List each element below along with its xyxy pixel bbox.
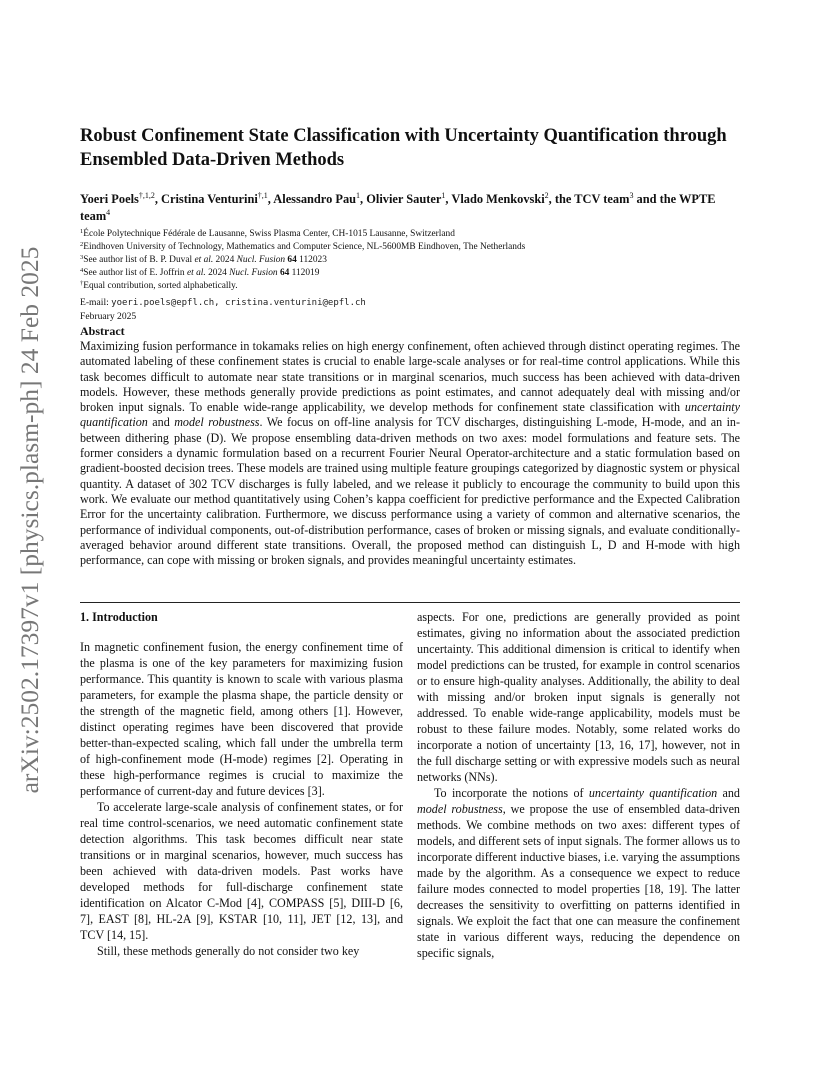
paper-title: Robust Confinement State Classification with Uncertainty Quantification through Ensembled Data-Driven Methods	[80, 126, 727, 170]
affiliation-list	[80, 228, 740, 293]
affiliation-line: †Equal contribution, sorted alphabetically.	[80, 280, 238, 291]
affiliation-line: $^3$See author list of B. P. Duval et al. 2024 Nucl. Fusion 64 112023	[80, 254, 327, 265]
abstract-heading: Abstract	[80, 324, 125, 338]
body-paragraph: aspects. For one, predictions are generally provided as point estimates, giving no information about the associated prediction uncertainty. This additional dimension is critical to identify when model predictions can be trusted, for example in control scenarios or to ensure high-quality analyses. Additionally, the ability to deal with missing and/or broken input signals is generally not addressed. To enable wide-range applicability, models must be robust to these failure modes. Notably, some related works do incorporate a notion of uncertainty [13, 16, 17], however, not in the full discharge setting or with expressive models such as neural networks (NNs).	[417, 610, 740, 784]
body-paragraph: To accelerate large-scale analysis of confinement states, or for real time control-scenarios, we need automatic confinement state detection algorithms. This task becomes difficult near state transitions or in marginal scenarios, however, much success has been achieved with data-driven models. Past works have developed methods for full-discharge confinement state identification on Alcator C-Mod [4], COMPASS [5], DIII-D [6, 7], EAST [8], HL-2A [9], KSTAR [10, 11], JET [12, 13], and TCV [14, 15].	[80, 800, 403, 942]
affiliation-line: $^2$Eindhoven University of Technology, Mathematics and Computer Science, NL-5600MB Eindhoven, The Netherlands	[80, 241, 526, 252]
affiliation-line: $^4$See author list of E. Joffrin et al. 2024 Nucl. Fusion 64 112019	[80, 267, 320, 278]
author-name: Alessandro Pau	[273, 192, 357, 206]
email-addresses[interactable]: yoeri.poels@epfl.ch, cristina.venturini@epfl.ch	[111, 298, 366, 308]
author-name: WPTE team	[80, 192, 716, 223]
right-column	[417, 609, 740, 961]
paper-date: February 2025	[80, 311, 137, 322]
author-affil-marker: 3	[629, 191, 634, 200]
arxiv-identifier-stamp	[0, 200, 60, 840]
affiliation-line: $^1$École Polytechnique Fédérale de Lausanne, Swiss Plasma Center, CH-1015 Lausanne, Switzerland	[80, 228, 455, 239]
arxiv-identifier-text: arXiv:2502.17397v1 [physics.plasm-ph] 24 Feb 2025	[15, 246, 44, 794]
author-name: Yoeri Poels	[80, 192, 139, 206]
author-name: Cristina Venturini	[161, 192, 258, 206]
author-name: Olivier Sauter	[366, 192, 442, 206]
body-paragraph: In magnetic confinement fusion, the energy confinement time of the plasma is one of the key parameters for maximizing fusion performance. This quantity is known to scale with various plasma parameters, for example the plasma shape, the particle density or the strength of the magnetic field, among others [1]. However, distinct operating regimes have been discovered that provide better-than-expected scaling, which fall under the umbrella term of high-confinement mode (H-mode) regimes [2]. Operating in these high-performance regimes is crucial to maximize the performance of current-day and future devices [3].	[80, 640, 403, 798]
author-name: the TCV team	[554, 192, 630, 206]
left-column	[80, 609, 403, 959]
author-affil-marker: 1	[356, 191, 361, 200]
section-heading: 1. Introduction	[80, 610, 158, 624]
author-affil-marker: †,1	[257, 191, 268, 200]
body-paragraph: Still, these methods generally do not consider two key	[97, 944, 360, 958]
abstract-body: Maximizing fusion performance in tokamaks relies on high energy confinement, often achieved through distinct operating regimes. The automated labeling of these confinement states is crucial to enable large-scale analyses or for real-time control applications. While this task becomes difficult to automate near state transitions or in marginal scenarios, much success has been achieved with data-driven models. However, these methods generally provide predictions as point estimates, and cannot adequately deal with missing and/or broken input signals. To enable wide-range applicability, we develop methods for confinement state classification with uncertainty quantification and model robustness. We focus on off-line analysis for TCV discharges, distinguishing L-mode, H-mode, and an in-between dithering phase (D). We propose ensembling data-driven methods on two axes: model formulations and feature sets. The former considers a dynamic formulation based on a recurrent Fourier Neural Operator-architecture and a static formulation based on gradient-boosted decision trees. These models are trained using multiple feature groupings categorized by diagnostic system or physical quantity. A dataset of 302 TCV discharges is fully labeled, and we release it publicly to encourage the community to build upon this work. We evaluate our method quantitatively using Cohen’s kappa coefficient for predictive performance and the Expected Calibration Error for the uncertainty calibration. Furthermore, we discuss performance using a variety of common and alternative scenarios, the performance of individual components, out-of-distribution performance, cases of broken or missing signals, and evaluate conditionally-averaged behavior around different state transitions. Overall, the proposed method can distinguish L, D and H-mode with high performance, can cope with missing or broken signals, and provides meaningful uncertainty estimates.	[80, 339, 741, 568]
section-divider	[80, 602, 740, 603]
author-affil-marker: 1	[441, 191, 446, 200]
author-affil-marker: 2	[544, 191, 549, 200]
email-line: E-mail: yoeri.poels@epfl.ch, cristina.venturini@epfl.ch	[80, 297, 366, 308]
body-paragraph: To incorporate the notions of uncertainty quantification and model robustness, we propose the use of ensembled data-driven methods. We combine methods on two axes: different types of models, and different sets of input signals. The former allows us to incorporate different inductive biases, i.e. varying the assumptions made by the algorithm. As a consequence we expect to reduce failure modes connected to model properties [18, 19]. The latter decreases the sensitivity to overfitting on patterns identified in signals. We exploit the fact that one can measure the confinement state in various different ways, reducing the dependence on specific signals,	[417, 786, 741, 960]
author-list: Yoeri Poels$^{\dagger,1,2}$, Cristina Venturini$^{\dagger,1}$, Alessandro Pau$^1$, Olivier Sauter$^1$, Vlado Menkovski$^2$, the TCV team$^3$ and the WPTE team$^4$	[80, 191, 716, 223]
author-affil-marker: †,1,2	[138, 191, 155, 200]
author-affil-marker: 4	[106, 208, 111, 217]
author-name: Vlado Menkovski	[451, 192, 545, 206]
